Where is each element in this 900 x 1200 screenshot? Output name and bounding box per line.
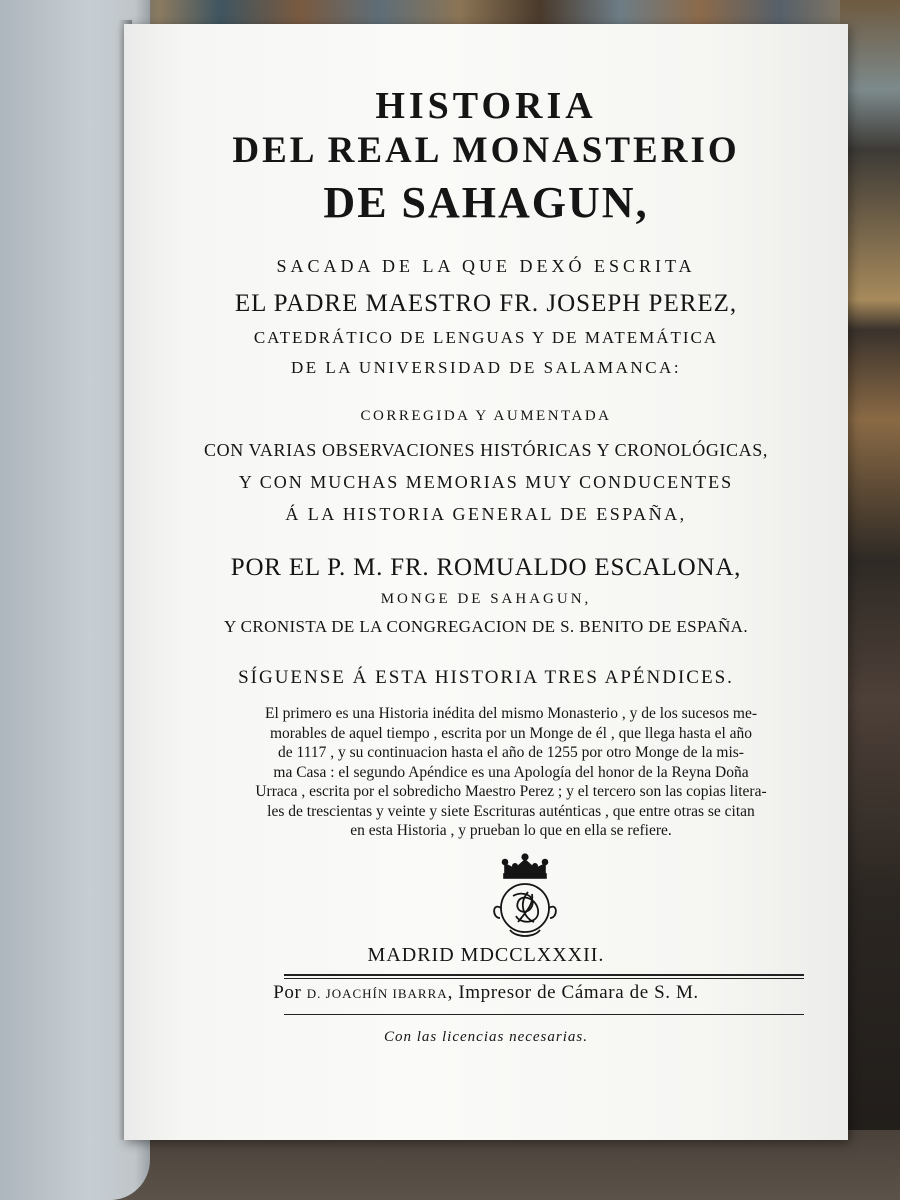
source-line-4: DE LA UNIVERSIDAD DE SALAMANCA: xyxy=(290,358,682,377)
source-line-2: EL PADRE MAESTRO FR. JOSEPH PEREZ, xyxy=(234,290,738,317)
author-line-1: POR EL P. M. FR. ROMUALDO ESCALONA, xyxy=(230,554,742,581)
paragraph-line: Urraca , escrita por el sobredicho Maestro Perez ; y el tercero son las copias litera- xyxy=(255,783,767,800)
title-line-2: DEL REAL MONASTERIO xyxy=(232,130,740,171)
title-line-1: HISTORIA xyxy=(375,85,597,127)
author-line-3: Y CRONISTA DE LA CONGREGACION DE S. BENITO DE ESPAÑA. xyxy=(223,617,749,636)
corrected-line-2: CON VARIAS OBSERVACIONES HISTÓRICAS Y CRONOLÓGICAS, xyxy=(204,440,768,460)
divider-rule xyxy=(284,978,804,979)
appendices-paragraph xyxy=(228,704,794,841)
title-page xyxy=(124,24,848,1140)
license-note: Con las licencias necesarias. xyxy=(384,1029,588,1045)
imprint-printer xyxy=(124,982,848,1004)
paragraph-line: de 1117 , y su continuacion hasta el año de 1255 por otro Monge de la mis- xyxy=(278,744,744,761)
crowned-monogram-icon xyxy=(488,852,562,940)
corrected-line-3: Y CON MUCHAS MEMORIAS MUY CONDUCENTES xyxy=(238,472,734,492)
paragraph-line: morables de aquel tiempo , escrita por un Monge de él , que llega hasta el año xyxy=(269,724,753,742)
corrected-line-1: CORREGIDA Y AUMENTADA xyxy=(360,408,612,424)
bookshelf-right-edge xyxy=(840,0,900,1200)
paragraph-line: en esta Historia , y prueban lo que en ella se refiere. xyxy=(350,822,672,839)
source-line-1: SACADA DE LA QUE DEXÓ ESCRITA xyxy=(276,256,696,276)
source-line-3: CATEDRÁTICO DE LENGUAS Y DE MATEMÁTICA xyxy=(253,328,719,347)
paragraph-line: El primero es una Historia inédita del mismo Monasterio , y de los sucesos me- xyxy=(264,705,758,722)
divider-rule xyxy=(284,1014,804,1015)
paragraph-line: ma Casa : el segundo Apéndice es una Apología del honor de la Reyna Doña xyxy=(273,763,749,781)
paragraph-line: les de trescientas y veinte y siete Escrituras auténticas , que entre otras se citan xyxy=(267,802,755,820)
printer-name: D. JOACHÍN IBARRA xyxy=(306,986,448,1001)
imprint-place-date: MADRID MDCCLXXXII. xyxy=(367,944,605,966)
corrected-line-4: Á LA HISTORIA GENERAL DE ESPAÑA, xyxy=(285,504,687,524)
author-line-2: MONGE DE SAHAGUN, xyxy=(380,591,592,607)
title-line-3: DE SAHAGUN, xyxy=(323,178,649,227)
printer-suffix: , Impresor de Cámara de S. M. xyxy=(447,982,699,1003)
divider-rule xyxy=(284,974,804,976)
appendices-heading: SÍGUENSE Á ESTA HISTORIA TRES APÉNDICES. xyxy=(238,667,734,688)
printer-prefix: Por xyxy=(273,982,302,1003)
